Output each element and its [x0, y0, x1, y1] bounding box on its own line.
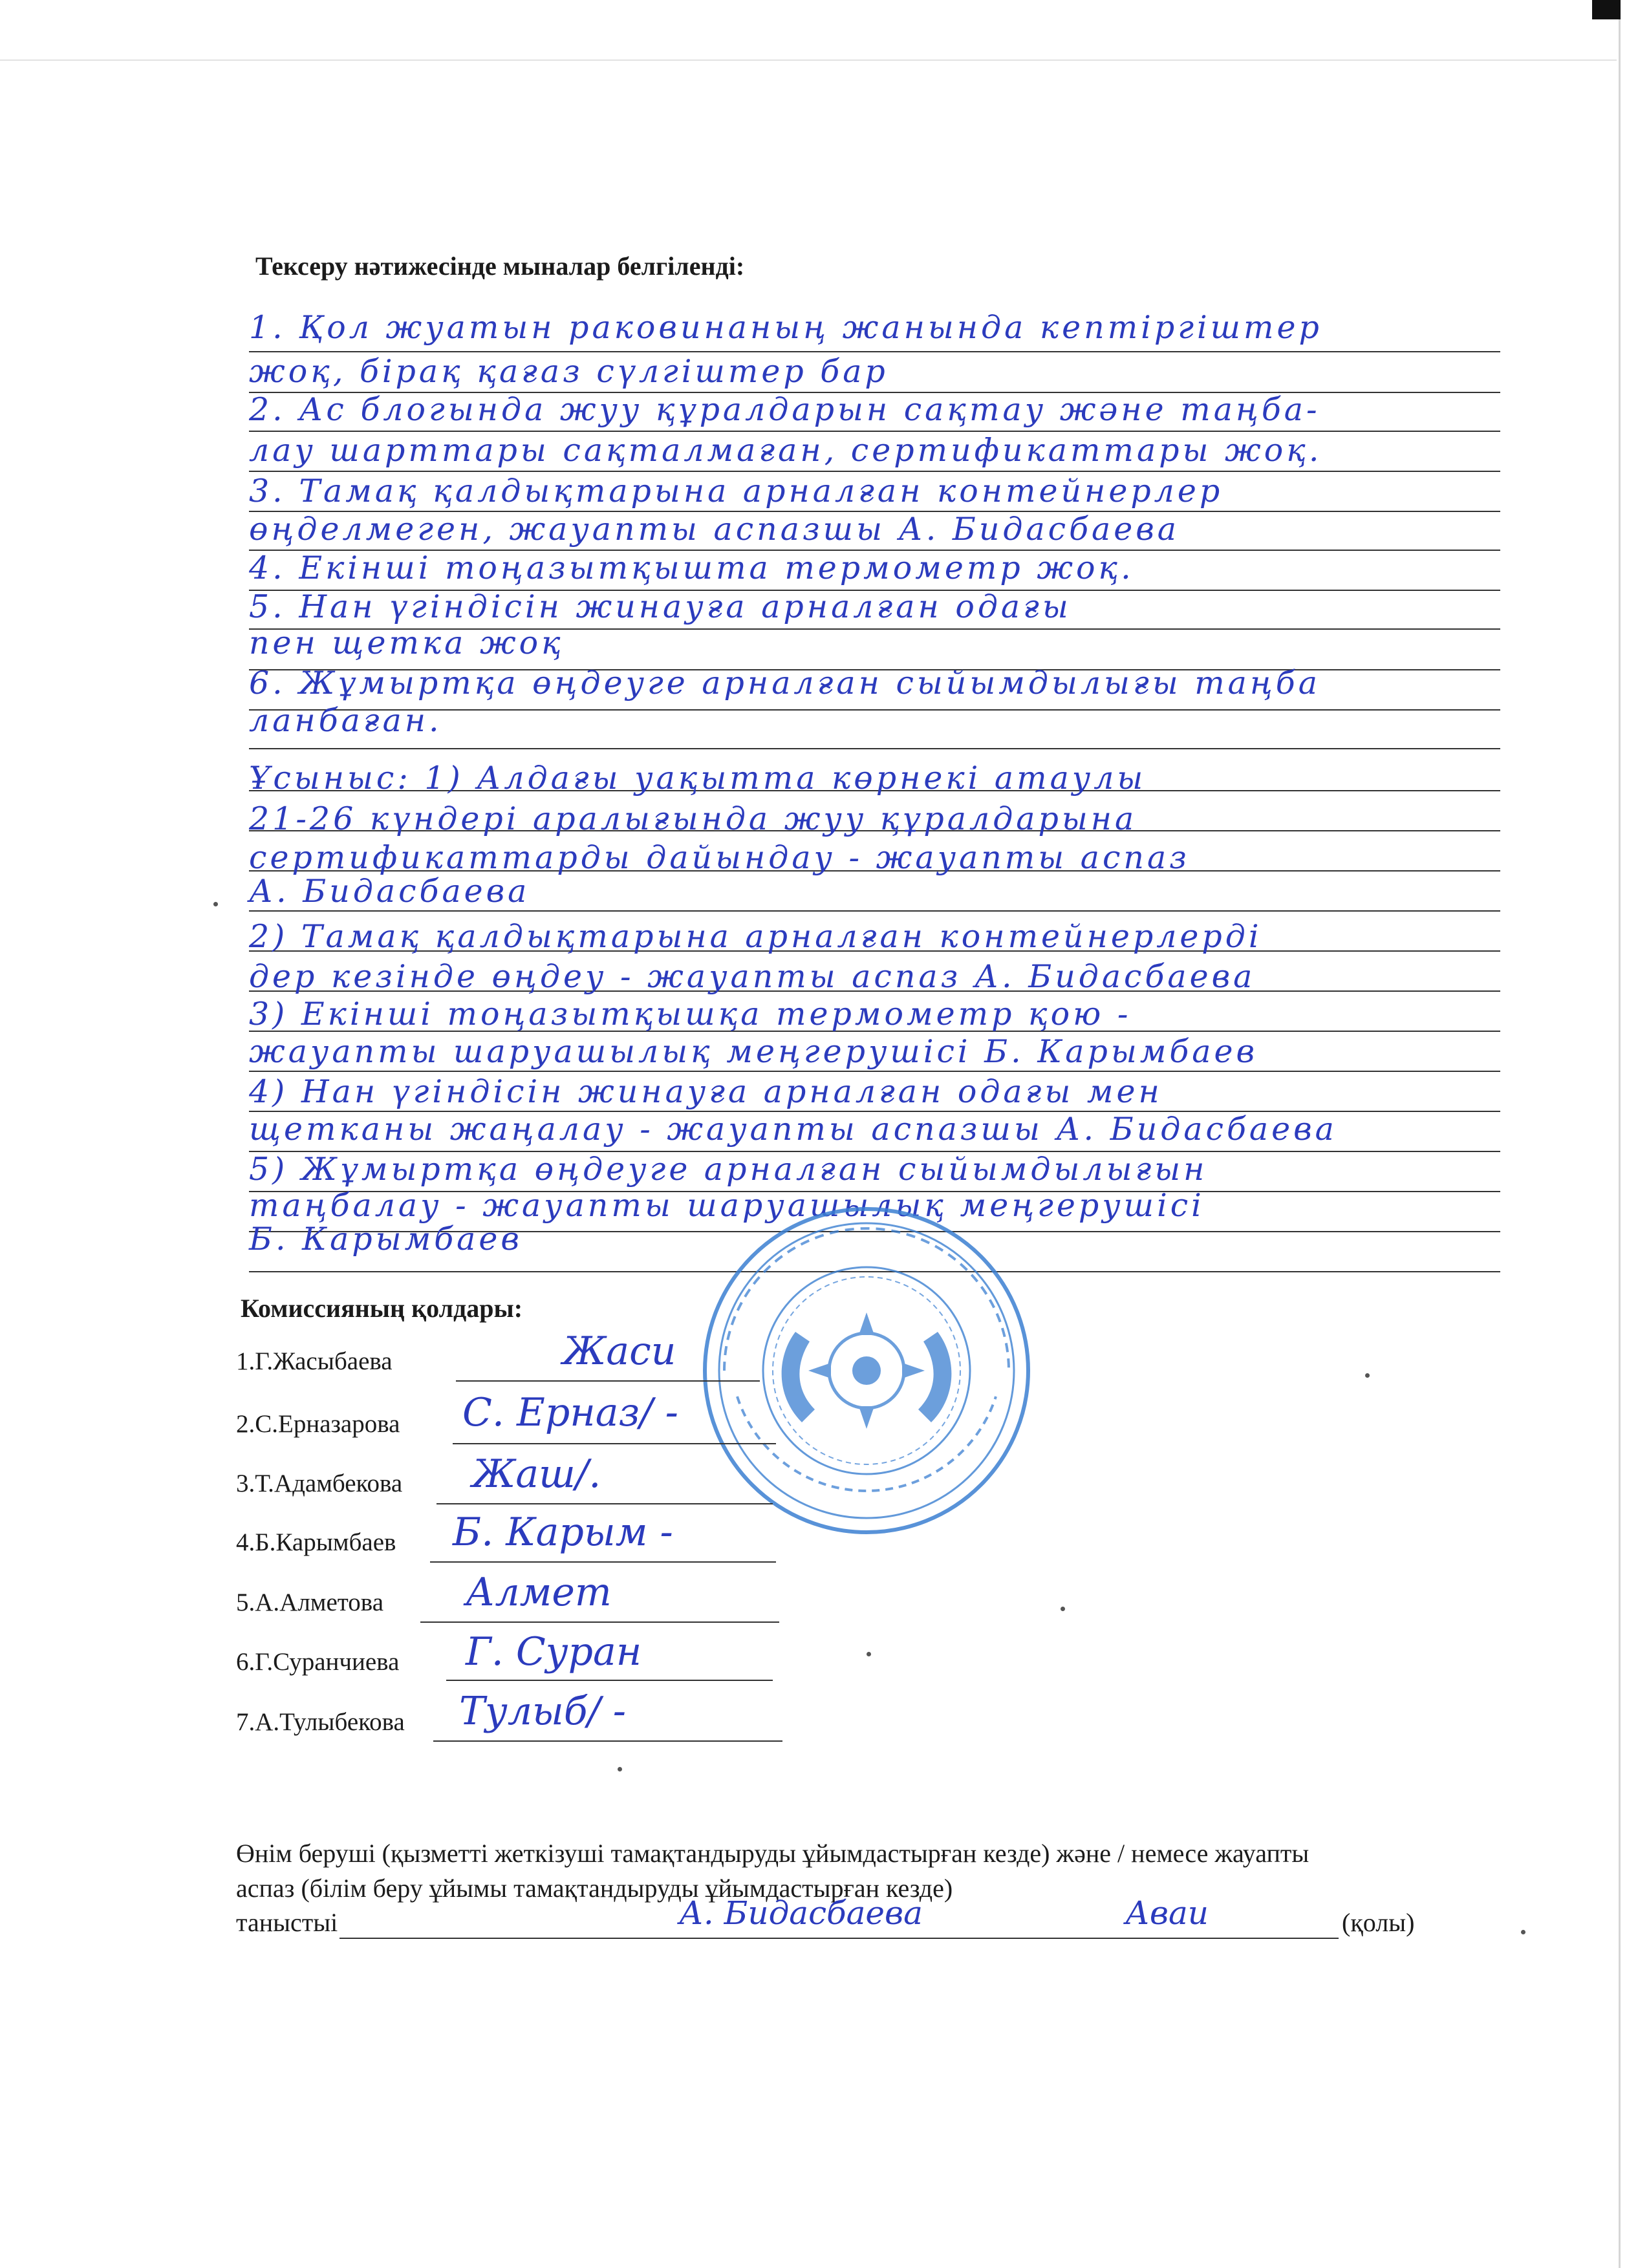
member-signature: Г. Суран [466, 1629, 642, 1674]
finding-line: лау шарттары сақталмаған, сертификаттары жоқ. [249, 432, 1322, 469]
recommendation-line: 3) Екінші тоңазытқышқа термометр қою - [249, 996, 1132, 1032]
member-name: 1.Г.Жасыбаева [236, 1347, 393, 1375]
ruled-line [249, 351, 1500, 352]
scan-edge-top [0, 59, 1617, 61]
scan-speck [618, 1767, 622, 1771]
finding-line: 6. Жұмыртқа өңдеуге арналған сыйымдылығы таңба [249, 665, 1320, 701]
member-signature: Жаш/. [472, 1451, 601, 1497]
member-signature: Алмет [466, 1570, 612, 1615]
recommendation-line: 5) Жұмыртқа өңдеуге арналған сыйымдылығын [249, 1151, 1208, 1188]
member-name: 6.Г.Суранчиева [236, 1648, 400, 1676]
ruled-line [249, 471, 1500, 472]
recommendation-line: щетканы жаңалау - жауапты аспазшы А. Бидасбаева [249, 1111, 1337, 1148]
signature-line [430, 1561, 776, 1563]
finding-line: 3. Тамақ қалдықтарына арналған контейнерлер [249, 473, 1223, 509]
member-signature: Б. Карым - [453, 1510, 673, 1555]
member-name: 4.Б.Карымбаев [236, 1528, 396, 1556]
member-signature: С. Ерназ/ - [462, 1390, 678, 1435]
sign-label: (қолы) [1342, 1908, 1415, 1937]
scan-corner-mark [1592, 0, 1621, 19]
scan-speck [1061, 1607, 1065, 1611]
recommendation-line: 4) Нан үгіндісін жинауға арналған одағы мен [249, 1073, 1163, 1110]
finding-line: өңделмеген, жауапты аспазшы А. Бидасбаева [249, 511, 1180, 548]
member-name: 7.А.Тулыбекова [236, 1708, 405, 1736]
scan-speck [1365, 1373, 1370, 1378]
recommendation-line: сертификаттарды дайындау - жауапты аспаз [249, 839, 1190, 876]
responsible-signature: Аваи [1125, 1894, 1209, 1932]
finding-line: пен щетка жоқ [249, 625, 564, 661]
footer-line-2: аспаз (білім беру ұйымы тамақтандыруды ұйымдастырған кезде) [236, 1874, 953, 1903]
signature-line [453, 1443, 776, 1444]
recommendation-line: Б. Карымбаев [249, 1221, 523, 1257]
member-signature: Тулыб/ - [459, 1689, 627, 1734]
finding-line: жоқ, бірақ қағаз сүлгіштер бар [249, 353, 889, 390]
finding-line: 2. Ас блогында жуу құралдарын сақтау және таңба- [249, 391, 1320, 428]
signature-line [436, 1503, 773, 1504]
signature-line [420, 1621, 779, 1623]
finding-line: ланбаған. [249, 702, 442, 739]
scan-speck [867, 1652, 871, 1656]
scan-edge-right [1619, 0, 1621, 2268]
ruled-line [249, 1071, 1500, 1072]
footer-line-1: Өнім беруші (қызметті жеткізуші тамақтандыруды ұйымдастырған кезде) және / немесе жауапты [236, 1839, 1310, 1868]
signature-line [446, 1680, 773, 1681]
acquainted-line [339, 1938, 1339, 1939]
recommendation-line: таңбалау - жауапты шаруашылық меңгерушісі [249, 1187, 1205, 1224]
signature-line [456, 1380, 760, 1382]
member-name: 3.Т.Адамбекова [236, 1470, 403, 1497]
commission-title: Комиссияның қолдары: [241, 1294, 523, 1323]
recommendation-line: 2) Тамақ қалдықтарына арналған контейнерлерді [249, 918, 1262, 955]
official-stamp [698, 1203, 1035, 1539]
finding-line: 1. Қол жуатын раковинаның жанында кептіргіштер [249, 309, 1322, 346]
ruled-line [249, 748, 1500, 749]
recommendation-line: Ұсыныс: 1) Алдағы уақытта көрнекі атаулы [249, 760, 1147, 797]
member-signature: Жаси [563, 1329, 676, 1374]
scan-speck [213, 902, 218, 906]
signature-line [433, 1740, 782, 1742]
responsible-name-handwritten: А. Бидасбаева [679, 1894, 923, 1932]
scan-speck [1521, 1930, 1525, 1934]
finding-line: 4. Екінші тоңазытқышта термометр жоқ. [249, 550, 1134, 586]
ruled-line [249, 910, 1500, 912]
member-name: 2.С.Ерназарова [236, 1410, 400, 1438]
recommendation-line: жауапты шаруашылық меңгерушісі Б. Карымбаев [249, 1033, 1258, 1070]
member-name: 5.А.Алметова [236, 1589, 384, 1616]
recommendation-line: А. Бидасбаева [249, 873, 530, 910]
acquainted-label: таныстыі [236, 1908, 338, 1937]
findings-heading: Тексеру нәтижесінде мыналар белгіленді: [255, 251, 745, 281]
finding-line: 5. Нан үгіндісін жинауға арналған одағы [249, 588, 1072, 625]
recommendation-line: 21-26 күндері аралығында жуу құралдарына [249, 800, 1137, 837]
recommendation-line: дер кезінде өңдеу - жауапты аспаз А. Бидасбаева [249, 958, 1256, 995]
